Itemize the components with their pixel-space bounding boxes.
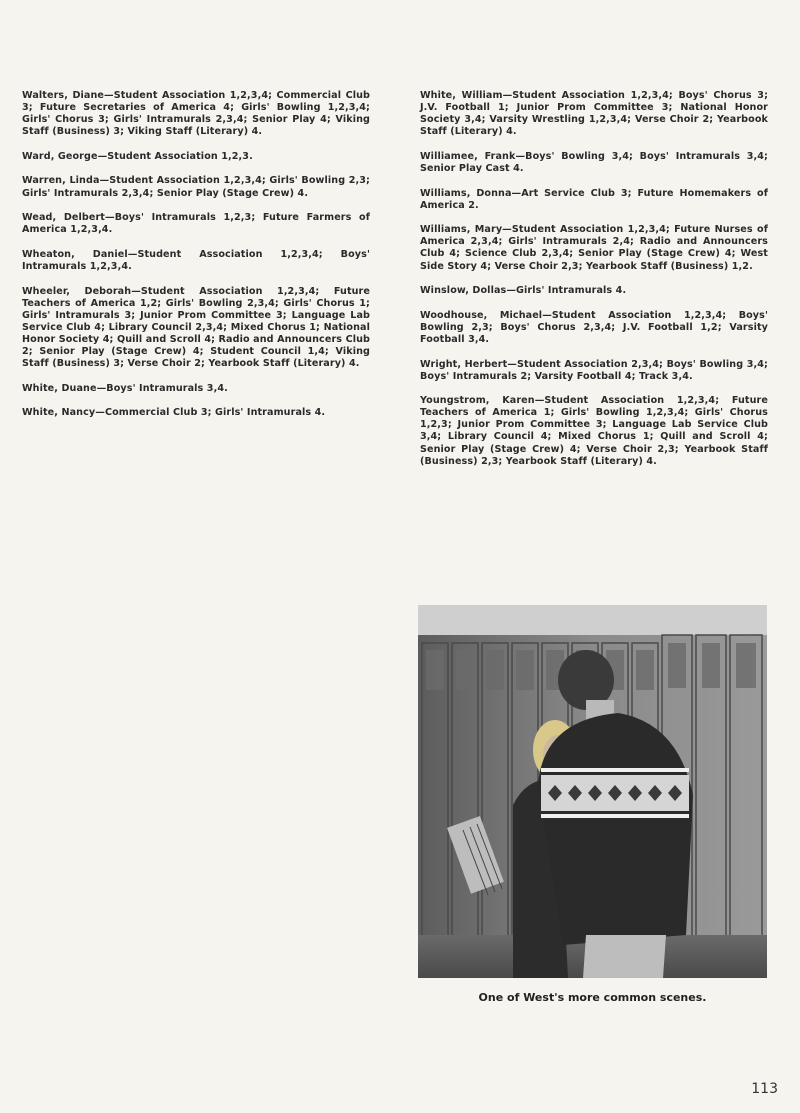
- separator: —: [534, 395, 545, 407]
- photo-caption: One of West's more common scenes.: [478, 991, 707, 1004]
- student-activities: Student Association 1,2,3,4; Boys' Intramurals 1,2,3,4.: [22, 248, 370, 272]
- senior-entry: [22, 151, 370, 163]
- separator: —: [502, 90, 513, 101]
- student-name: Ward, George: [22, 150, 98, 162]
- left-column: [22, 90, 370, 432]
- student-name: Williamee, Frank: [420, 150, 516, 162]
- separator: —: [99, 175, 110, 187]
- separator: —: [127, 248, 138, 260]
- student-name: Winslow, Dollas: [420, 285, 507, 297]
- student-name: Wead, Delbert: [22, 212, 105, 224]
- senior-entry: [420, 151, 768, 175]
- senior-entry: [22, 175, 370, 199]
- student-name: Williams, Donna: [420, 187, 512, 199]
- separator: —: [515, 150, 526, 162]
- student-name: Woodhouse, Michael: [420, 309, 543, 321]
- student-name: White, Nancy: [22, 407, 96, 419]
- student-activities: Student Association 1,2,3,4; Girls' Bowling 2,3; Girls' Intramurals 2,3,4; Senior Play (Stage Crew) 4.: [22, 175, 370, 199]
- senior-entry: [22, 407, 370, 419]
- student-activities: Student Association 1,2,3,4; Future Teachers of America 1; Girls' Bowling 1,2,3,4; Girls' Chorus 1,2,3; Junior Prom Committee 3; Language Lab Service Club 3,4; Library Council 4; Mixed Chorus 1; Quill and Scroll 4; Senior Play (Stage Crew) 4; Verse Choir 2,3; Yearbook Staff (Business) 2,3; Yearbook Staff (Literary) 4.: [420, 395, 768, 467]
- separator: —: [95, 407, 105, 419]
- senior-entry: [22, 212, 370, 236]
- student-activities: Student Association 1,2,3,4; Future Nurses of America 2,3,4; Girls' Intramurals 2,4; Radio and Announcers Club 4; Science Club 2,3,4; Senior Play (Stage Crew) 4; West Side Story 4; Verse Choir 2,3; Yearbook Staff (Business) 1,2.: [420, 224, 768, 272]
- senior-entry: [420, 188, 768, 212]
- senior-entry: [22, 90, 370, 138]
- senior-entry: [420, 285, 768, 297]
- separator: —: [542, 309, 552, 321]
- separator: —: [506, 285, 517, 297]
- senior-entry: [420, 395, 768, 468]
- student-name: Wright, Herbert: [420, 358, 508, 370]
- student-name: Youngstrom, Karen: [420, 395, 535, 407]
- senior-entry: [22, 383, 370, 395]
- senior-entry: [420, 224, 768, 272]
- separator: —: [507, 358, 517, 370]
- separator: —: [131, 285, 141, 297]
- student-name: Williams, Mary: [420, 224, 503, 236]
- separator: —: [104, 90, 114, 101]
- student-activities: Student Association 1,2,3,4; Boys' Chorus 3; J.V. Football 1; Junior Prom Committee 3; National Honor Society 3,4; Varsity Wrestling 1,2,3,4; Verse Choir 2; Yearbook Staff (Literary) 4.: [420, 90, 769, 138]
- student-activities: Student Association 1,2,3,4; Commercial Club 3; Future Secretaries of America 4; Girls' Bowling 1,2,3,4; Girls' Chorus 3; Girls' Intramurals 2,3,4; Senior Play 4; Viking Staff (Business) 3; Viking Staff (Literary) 4.: [22, 90, 370, 138]
- senior-entry: [420, 310, 768, 346]
- student-name: White, Duane: [22, 382, 97, 394]
- right-column: [420, 90, 768, 480]
- student-name: White, William: [420, 90, 503, 101]
- senior-entry: [420, 359, 768, 383]
- student-name: Warren, Linda: [22, 175, 100, 187]
- separator: —: [96, 382, 107, 394]
- page-number: 113: [751, 1081, 778, 1097]
- senior-entry: [22, 249, 370, 273]
- senior-entry: [22, 286, 370, 371]
- student-activities: Art Service Club 3; Future Homemakers of America 2.: [420, 187, 768, 211]
- student-name: Walters, Diane: [22, 90, 105, 101]
- student-activities: Girls' Intramurals 4.: [516, 285, 627, 297]
- hallway-photo: [418, 605, 767, 978]
- student-name: Wheaton, Daniel: [22, 248, 128, 260]
- student-activities: Student Association 1,2,3,4; Boys' Bowling 2,3; Boys' Chorus 2,3,4; J.V. Football 1,2; Varsity Football 3,4.: [420, 309, 768, 345]
- separator: —: [511, 187, 522, 199]
- student-activities: Boys' Bowling 3,4; Boys' Intramurals 3,4; Senior Play Cast 4.: [420, 150, 768, 174]
- student-activities: Student Association 1,2,3.: [107, 150, 253, 162]
- student-activities: Student Association 1,2,3,4; Future Teachers of America 1,2; Girls' Bowling 2,3,4; Girls' Chorus 1; Girls' Intramurals 3; Junior Prom Committee 3; Language Lab Service Club 4; Library Council 2,3,4; Mixed Chorus 1; National Honor Society 4; Quill and Scroll 4; Radio and Announcers Club 2; Senior Play (Stage Crew) 4; Student Council 1,4; Viking Staff (Business) 3; Verse Choir 2; Yearbook Staff (Literary) 4.: [22, 285, 370, 370]
- separator: —: [97, 150, 108, 162]
- student-name: Wheeler, Deborah: [22, 285, 132, 297]
- separator: —: [502, 224, 512, 236]
- student-activities: Commercial Club 3; Girls' Intramurals 4.: [104, 407, 326, 419]
- separator: —: [104, 212, 115, 224]
- senior-entry: [420, 90, 768, 138]
- student-activities: Student Association 2,3,4; Boys' Bowling 3,4; Boys' Intramurals 2; Varsity Football 4; Track 3,4.: [420, 358, 768, 382]
- student-activities: Boys' Intramurals 1,2,3; Future Farmers of America 1,2,3,4.: [22, 212, 370, 236]
- photo-illustration: [418, 605, 767, 978]
- student-activities: Boys' Intramurals 3,4.: [106, 382, 228, 394]
